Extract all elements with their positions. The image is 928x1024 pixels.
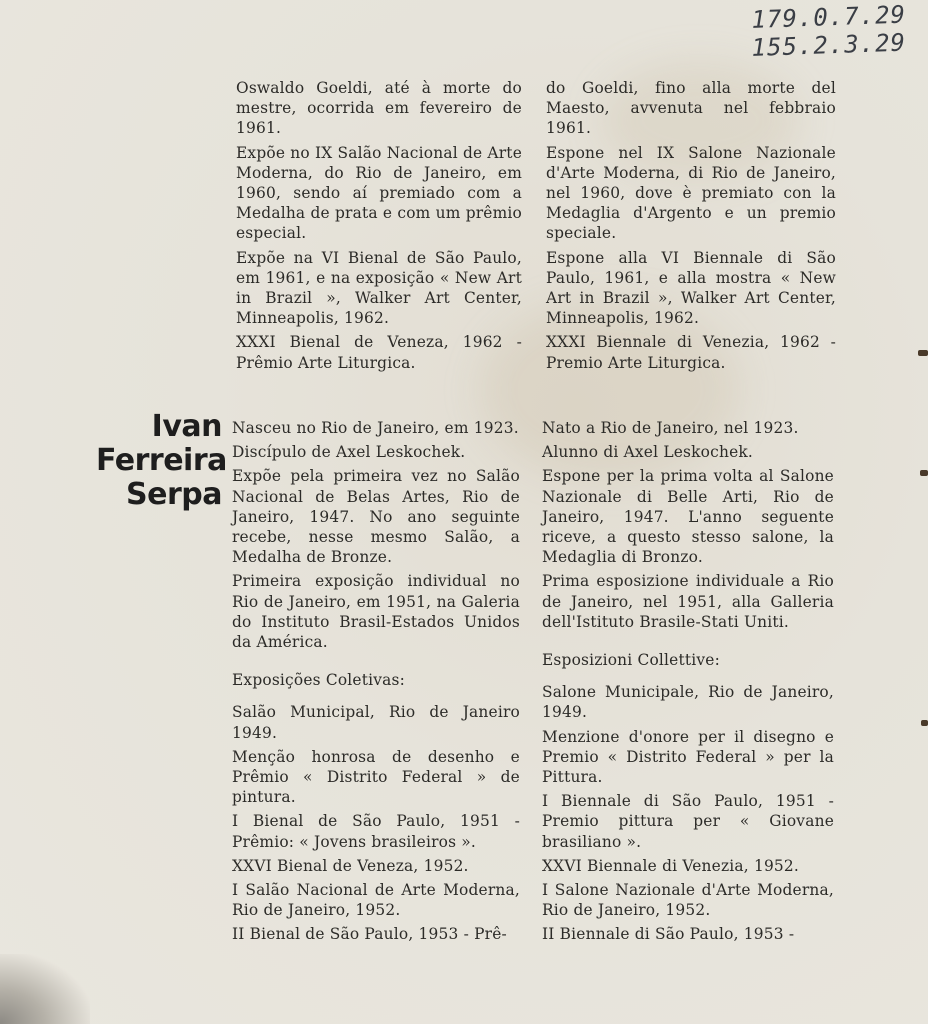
paragraph: XXXI Bienal de Veneza, 1962 - Prêmio Arte Liturgica.: [236, 333, 522, 372]
section-heading: Esposizioni Collettive:: [542, 651, 720, 670]
list-item: XXVI Biennale di Venezia, 1952.: [542, 856, 800, 875]
paragraph: Prima esposizione individuale a Rio de Janeiro, nel 1951, alla Galleria dell'Istituto Brasile-Stati Uniti.: [542, 572, 834, 631]
artist-name-line: Serpa: [126, 477, 222, 512]
paragraph: Expõe pela primeira vez no Salão Nacional de Belas Artes, Rio de Janeiro, 1947. No ano seguinte recebe, nesse mesmo Salão, a Medalha de Bronze.: [232, 467, 520, 567]
top-portuguese-column: [236, 78, 522, 377]
list-item: I Bienal de São Paulo, 1951 - Prêmio: « Jovens brasileiros ».: [232, 812, 520, 851]
paragraph: Alunno di Axel Leskochek.: [542, 443, 753, 462]
corner-wear: [0, 954, 90, 1024]
paragraph: Nasceu no Rio de Janeiro, em 1923.: [232, 419, 519, 437]
list-item: XXVI Bienal de Veneza, 1952.: [232, 856, 469, 875]
list-item: Salone Municipale, Rio de Janeiro, 1949.: [542, 683, 834, 722]
section-heading: Exposições Coletivas:: [232, 671, 405, 690]
paragraph: do Goeldi, fino alla morte del Maesto, avvenuta nel febbraio 1961.: [546, 79, 836, 138]
paragraph: Espone alla VI Biennale di São Paulo, 1961, e alla mostra « New Art in Brazil », Walker Art Center, Minneapolis, 1962.: [546, 248, 836, 328]
handwritten-note: [706, 0, 907, 62]
artist-name-line: Ivan: [151, 409, 222, 444]
paragraph: Espone nel IX Salone Nazionale d'Arte Moderna, di Rio de Janeiro, nel 1960, dove è premiato con la Medaglia d'Argento e un premio speciale.: [546, 143, 836, 243]
paragraph: Primeira exposição individual no Rio de Janeiro, em 1951, na Galeria do Instituto Brasil-Estados Unidos da América.: [232, 572, 520, 652]
list-item: I Salone Nazionale d'Arte Moderna, Rio de Janeiro, 1952.: [542, 881, 834, 920]
list-item: I Biennale di São Paulo, 1951 - Premio pittura per « Giovane brasiliano ».: [542, 792, 834, 851]
bottom-portuguese-column: [232, 418, 520, 949]
list-item: II Biennale di São Paulo, 1953 -: [542, 925, 795, 944]
paragraph: Espone per la prima volta al Salone Nazionale di Belle Arti, Rio de Janeiro, 1947. L'anno seguente riceve, a questo stesso salone, la Medaglia di Bronzo.: [542, 467, 834, 567]
list-item: I Salão Nacional de Arte Moderna, Rio de Janeiro, 1952.: [232, 881, 520, 920]
artist-name-line: Ferreira: [96, 443, 227, 478]
paragraph: Nato a Rio de Janeiro, nel 1923.: [542, 419, 799, 437]
list-item: II Bienal de São Paulo, 1953 - Prê-: [232, 925, 507, 944]
artist-name: [96, 409, 227, 512]
list-item: Menzione d'onore per il disegno e Premio « Distrito Federal » per la Pittura.: [542, 727, 834, 787]
edge-mark: [921, 720, 928, 726]
top-italian-column: [546, 78, 836, 377]
list-item: Menção honrosa de desenho e Prêmio « Distrito Federal » de pintura.: [232, 747, 520, 807]
paragraph: Discípulo de Axel Leskochek.: [232, 443, 466, 462]
bottom-italian-column: [542, 418, 834, 949]
paragraph: Expõe no IX Salão Nacional de Arte Moderna, do Rio de Janeiro, em 1960, sendo aí premiado com a Medalha de prata e com um prêmio especial.: [236, 143, 522, 243]
edge-mark: [918, 350, 928, 356]
handnote-line: 179.0.7.29: [751, 0, 907, 34]
paragraph: XXXI Biennale di Venezia, 1962 - Premio Arte Liturgica.: [546, 333, 836, 372]
list-item: Salão Municipal, Rio de Janeiro 1949.: [232, 703, 520, 742]
paragraph: Expõe na VI Bienal de São Paulo, em 1961, e na exposição « New Art in Brazil », Walker Art Center, Minneapolis, 1962.: [236, 248, 522, 328]
edge-mark: [920, 470, 928, 476]
paragraph: Oswaldo Goeldi, até à morte do mestre, ocorrida em fevereiro de 1961.: [236, 79, 522, 138]
handnote-line: 155.2.3.29: [751, 28, 907, 62]
